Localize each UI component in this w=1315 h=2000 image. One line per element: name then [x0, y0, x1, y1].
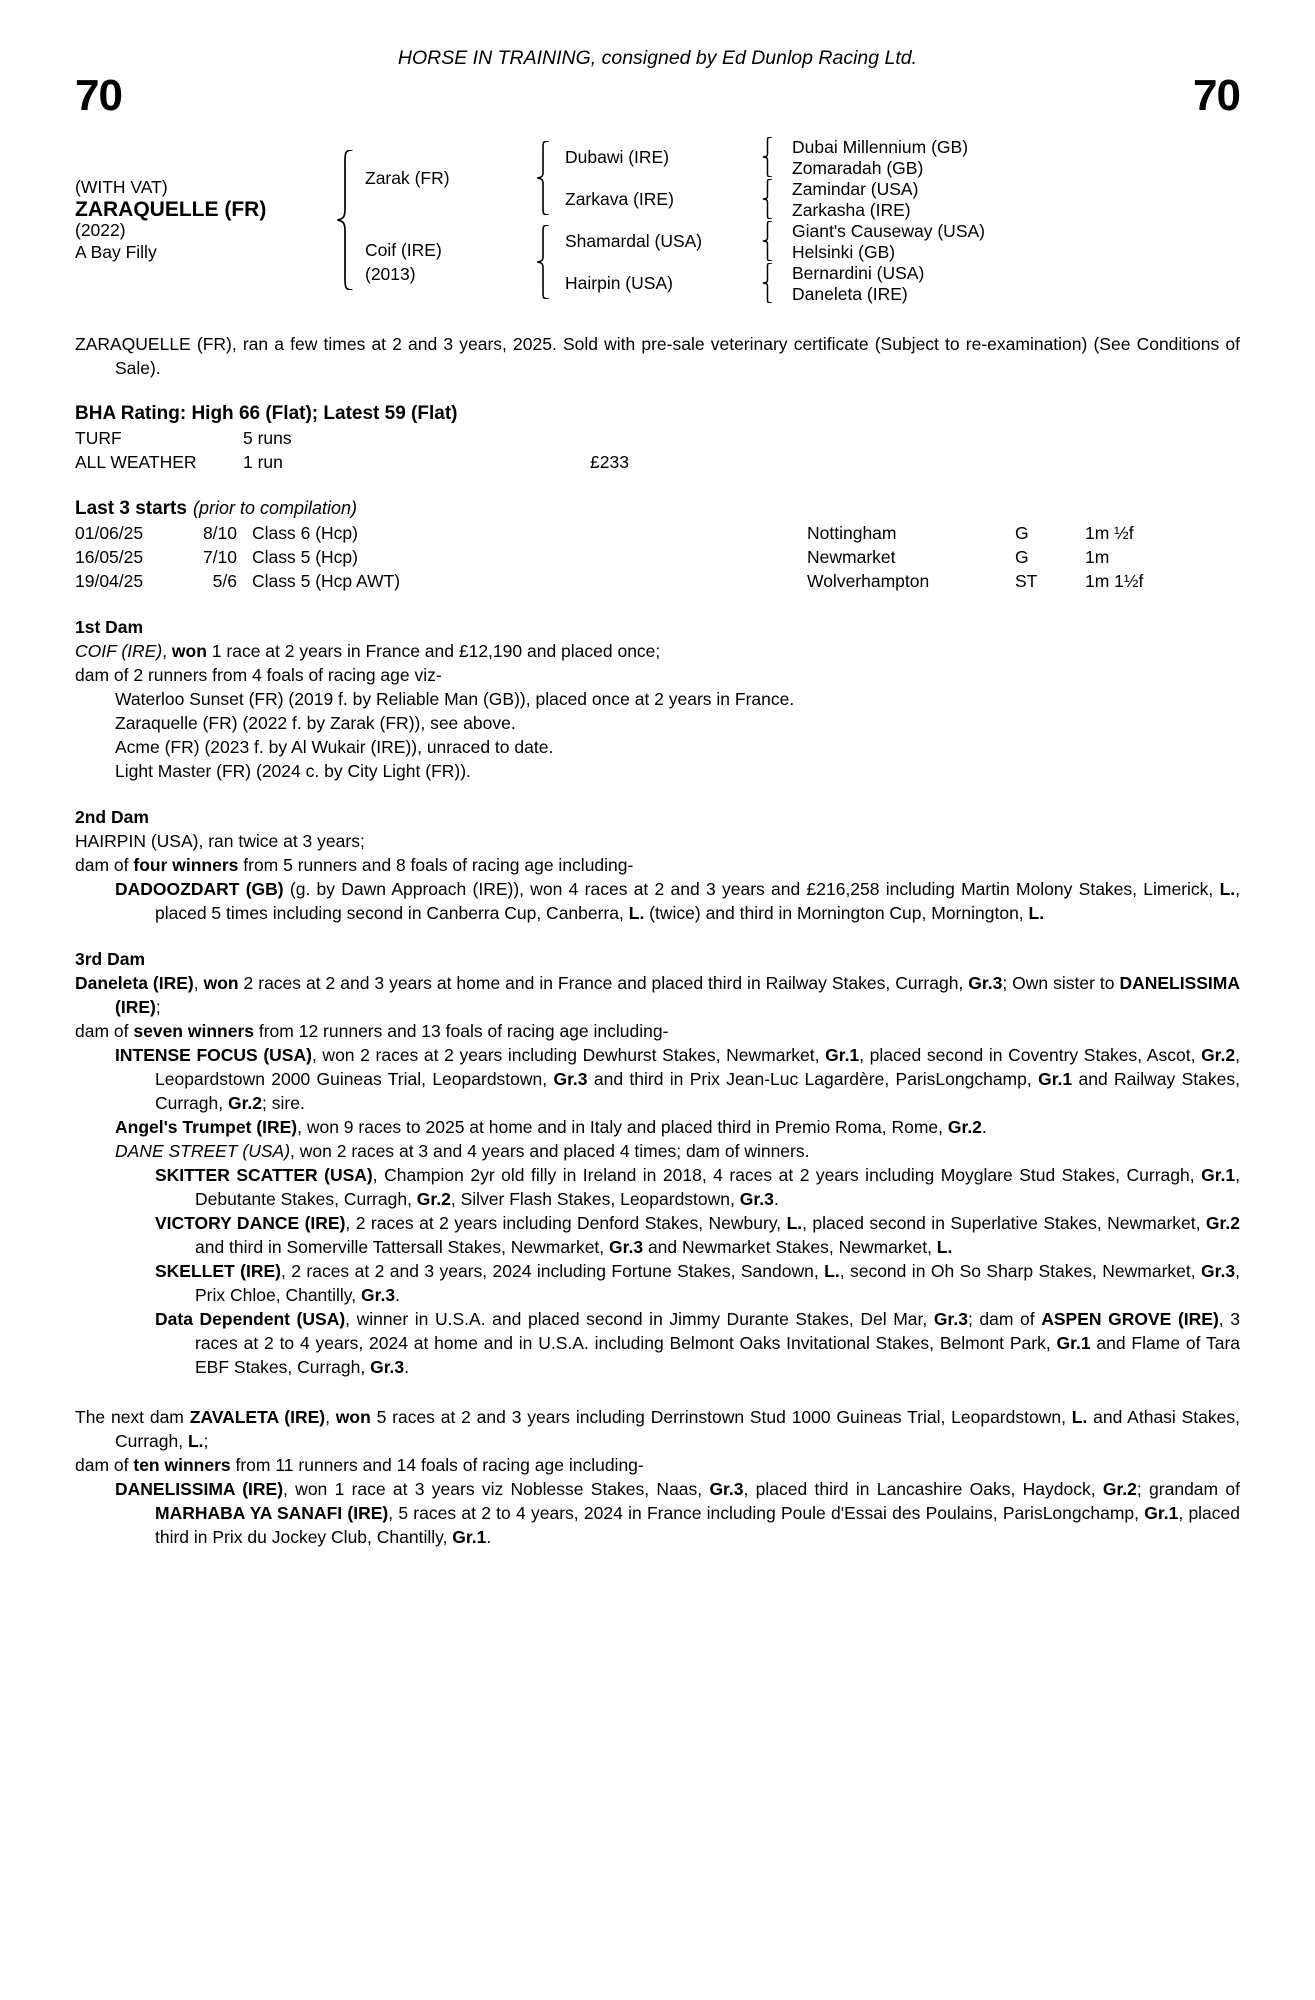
offspring-entry: Angel's Trumpet (IRE), won 9 races to 2025 at home and in Italy and placed third in Premio Roma, Rome, Gr.2. — [115, 1117, 987, 1137]
offspring-entry: Light Master (FR) (2024 c. by City Light (FR)). — [115, 761, 471, 781]
horse-foaling-year: (2022) — [75, 220, 126, 240]
pedigree-brace-pair-2 — [750, 178, 784, 220]
great-grandparent-6: Helsinki (GB) — [792, 241, 896, 262]
dam-cell — [365, 220, 520, 304]
dam-summary: HAIRPIN (USA), ran twice at 3 years; — [75, 831, 365, 851]
start-course: Nottingham — [807, 523, 897, 543]
offspring-entry: DADOOZDART (GB) (g. by Dawn Approach (IRE)), won 4 races at 2 and 3 years and £216,258 including Martin Molony Stakes, Limerick, L., placed 5 times including second in Canberra Cup, Canberra, L. (twice) and third in Mornington Cup, Mornington, L. — [115, 879, 1240, 923]
last-starts-note: (prior to compilation) — [192, 498, 358, 518]
bha-rating-line: BHA Rating: High 66 (Flat); Latest 59 (Flat) — [75, 403, 458, 424]
great-grandparent-4: Zarkasha (IRE) — [792, 199, 911, 220]
last-starts-section — [75, 496, 1240, 593]
start-course: Newmarket — [807, 547, 896, 567]
granddam-sire: Shamardal (USA) — [565, 231, 703, 251]
next-dam-section — [75, 1405, 1240, 1549]
grandsire-sire: Dubawi (IRE) — [565, 147, 670, 167]
dam-summary: Daneleta (IRE), won 2 races at 2 and 3 years at home and in France and placed third in Railway Stakes, Curragh, Gr.3; Own sister to DANELISSIMA (IRE); — [75, 973, 1240, 1017]
runs-value: 1 run — [243, 452, 283, 472]
pedigree-brace-sire — [520, 136, 565, 220]
start-class: Class 5 (Hcp) — [252, 547, 358, 567]
start-date: 01/06/25 — [75, 523, 144, 543]
great-grandparent-3: Zamindar (USA) — [792, 178, 919, 199]
start-class: Class 6 (Hcp) — [252, 523, 358, 543]
runs-value: 5 runs — [243, 428, 292, 448]
start-distance: 1m — [1085, 547, 1110, 567]
consignor-title: HORSE IN TRAINING, consigned by Ed Dunlop Racing Ltd. — [397, 47, 918, 69]
offspring-entry: SKELLET (IRE), 2 races at 2 and 3 years, 2024 including Fortune Stakes, Sandown, L., second in Oh So Sharp Stakes, Newmarket, Gr.3, Prix Chloe, Chantilly, Gr.3. — [155, 1261, 1240, 1305]
dam-year: (2013) — [365, 264, 416, 284]
last-starts-heading — [75, 496, 1240, 521]
start-going: ST — [1015, 571, 1038, 591]
offspring-entry: Acme (FR) (2023 f. by Al Wukair (IRE)), unraced to date. — [115, 737, 554, 757]
offspring-entry: DANE STREET (USA), won 2 races at 3 and 4 years and placed 4 times; dam of winners. — [115, 1141, 810, 1161]
offspring-entry: DANELISSIMA (IRE), won 1 race at 3 years viz Noblesse Stakes, Naas, Gr.3, placed third in Lancashire Oaks, Haydock, Gr.2; grandam of MARHABA YA SANAFI (IRE), 5 races at 2 to 4 years, 2024 in France including Poule d'Essai des Poulains, ParisLongchamp, Gr.1, placed third in Prix du Jockey Club, Chantilly, Gr.1. — [115, 1479, 1241, 1547]
last-starts-table — [75, 521, 1240, 593]
section-heading: 3rd Dam — [75, 949, 146, 969]
horse-name: ZARAQUELLE (FR) — [75, 197, 267, 221]
produce-summary: dam of four winners from 5 runners and 8 foals of racing age including- — [75, 855, 634, 875]
start-course: Wolverhampton — [807, 571, 930, 591]
offspring-entry: Waterloo Sunset (FR) (2019 f. by Reliable Man (GB)), placed once at 2 years in France. — [115, 689, 795, 709]
surface-label: TURF — [75, 428, 122, 448]
great-grandparent-5: Giant's Causeway (USA) — [792, 220, 985, 241]
sire-name: Zarak (FR) — [365, 168, 450, 188]
grandsire-dam: Zarkava (IRE) — [565, 189, 674, 209]
start-date: 19/04/25 — [75, 571, 144, 591]
first-dam-section — [75, 615, 1240, 783]
start-distance: 1m ½f — [1085, 523, 1134, 543]
section-heading: 2nd Dam — [75, 807, 149, 827]
third-dam-section — [75, 947, 1240, 1379]
start-position: 5/6 — [212, 571, 237, 591]
pedigree-brace-dam — [520, 220, 565, 304]
start-date: 16/05/25 — [75, 547, 144, 567]
offspring-entry: Zaraquelle (FR) (2022 f. by Zarak (FR)), see above. — [115, 713, 516, 733]
race-record-table — [75, 426, 1240, 474]
lot-number-row — [75, 71, 1240, 120]
horse-info-block — [75, 136, 325, 304]
produce-summary: dam of ten winners from 11 runners and 14 foals of racing age including- — [75, 1455, 644, 1475]
produce-summary: dam of seven winners from 12 runners and 13 foals of racing age including- — [75, 1021, 669, 1041]
start-distance: 1m 1½f — [1085, 571, 1144, 591]
lot-number-left: 70 — [75, 71, 122, 120]
granddam-dam: Hairpin (USA) — [565, 273, 673, 293]
dam-name: Coif (IRE) — [365, 240, 442, 260]
great-grandparent-8: Daneleta (IRE) — [792, 283, 908, 304]
dam-summary: COIF (IRE), won 1 race at 2 years in France and £12,190 and placed once; — [75, 641, 661, 661]
with-vat-note: (WITH VAT) — [75, 177, 168, 197]
pedigree-brace-main — [325, 136, 365, 304]
offspring-entry: Data Dependent (USA), winner in U.S.A. and placed second in Jimmy Durante Stakes, Del Mar, Gr.3; dam of ASPEN GROVE (IRE), 3 races at 2 to 4 years, 2024 at home and in U.S.A. including Belmont Oaks Invitational Stakes, Belmont Park, Gr.1 and Flame of Tara EBF Stakes, Curragh, Gr.3. — [155, 1309, 1241, 1377]
offspring-entry: INTENSE FOCUS (USA), won 2 races at 2 years including Dewhurst Stakes, Newmarket, Gr.1, placed second in Coventry Stakes, Ascot, Gr.2, Leopardstown 2000 Guineas Trial, Leopardstown, Gr.3 and third in Prix Jean-Luc Lagardère, ParisLongchamp, Gr.1 and Railway Stakes, Curragh, Gr.2; sire. — [115, 1045, 1240, 1113]
start-going: G — [1015, 547, 1029, 567]
great-grandparent-7: Bernardini (USA) — [792, 262, 925, 283]
pedigree-brace-pair-1 — [750, 136, 784, 178]
dam-summary: The next dam ZAVALETA (IRE), won 5 races at 2 and 3 years including Derrinstown Stud 1000 Guineas Trial, Leopardstown, L. and Athasi Stakes, Curragh, L.; — [75, 1407, 1240, 1451]
produce-summary: dam of 2 runners from 4 foals of racing age viz- — [75, 665, 442, 685]
horse-colour-sex: A Bay Filly — [75, 241, 157, 262]
pedigree-table — [75, 136, 1240, 304]
start-position: 7/10 — [202, 547, 237, 567]
offspring-entry: SKITTER SCATTER (USA), Champion 2yr old filly in Ireland in 2018, 4 races at 2 years including Moyglare Stud Stakes, Curragh, Gr.1, Debutante Stakes, Curragh, Gr.2, Silver Flash Stakes, Leopardstown, Gr.3. — [155, 1165, 1241, 1209]
start-position: 8/10 — [202, 523, 237, 543]
horse-description: ZARAQUELLE (FR), ran a few times at 2 and 3 years, 2025. Sold with pre-sale veterinary certificate (Subject to re-examination) (See Conditions of Sale). — [75, 334, 1240, 378]
pedigree-brace-pair-3 — [750, 220, 784, 262]
start-going: G — [1015, 523, 1029, 543]
last-starts-title: Last 3 starts — [75, 498, 187, 519]
lot-number-right: 70 — [1193, 71, 1240, 120]
pedigree-brace-pair-4 — [750, 262, 784, 304]
earnings-value — [590, 426, 1240, 450]
offspring-entry: VICTORY DANCE (IRE), 2 races at 2 years including Denford Stakes, Newbury, L., placed second in Superlative Stakes, Newmarket, Gr.2 and third in Somerville Tattersall Stakes, Newmarket, Gr.3 and Newmarket Stakes, Newmarket, L. — [155, 1213, 1240, 1257]
great-grandparent-1: Dubai Millennium (GB) — [792, 136, 969, 157]
second-dam-section — [75, 805, 1240, 925]
great-grandparent-2: Zomaradah (GB) — [792, 157, 924, 178]
section-heading: 1st Dam — [75, 617, 144, 637]
sire-cell — [365, 136, 520, 220]
surface-label: ALL WEATHER — [75, 452, 197, 472]
bha-rating-section — [75, 402, 1240, 474]
earnings-value: £233 — [590, 452, 629, 472]
start-class: Class 5 (Hcp AWT) — [252, 571, 401, 591]
